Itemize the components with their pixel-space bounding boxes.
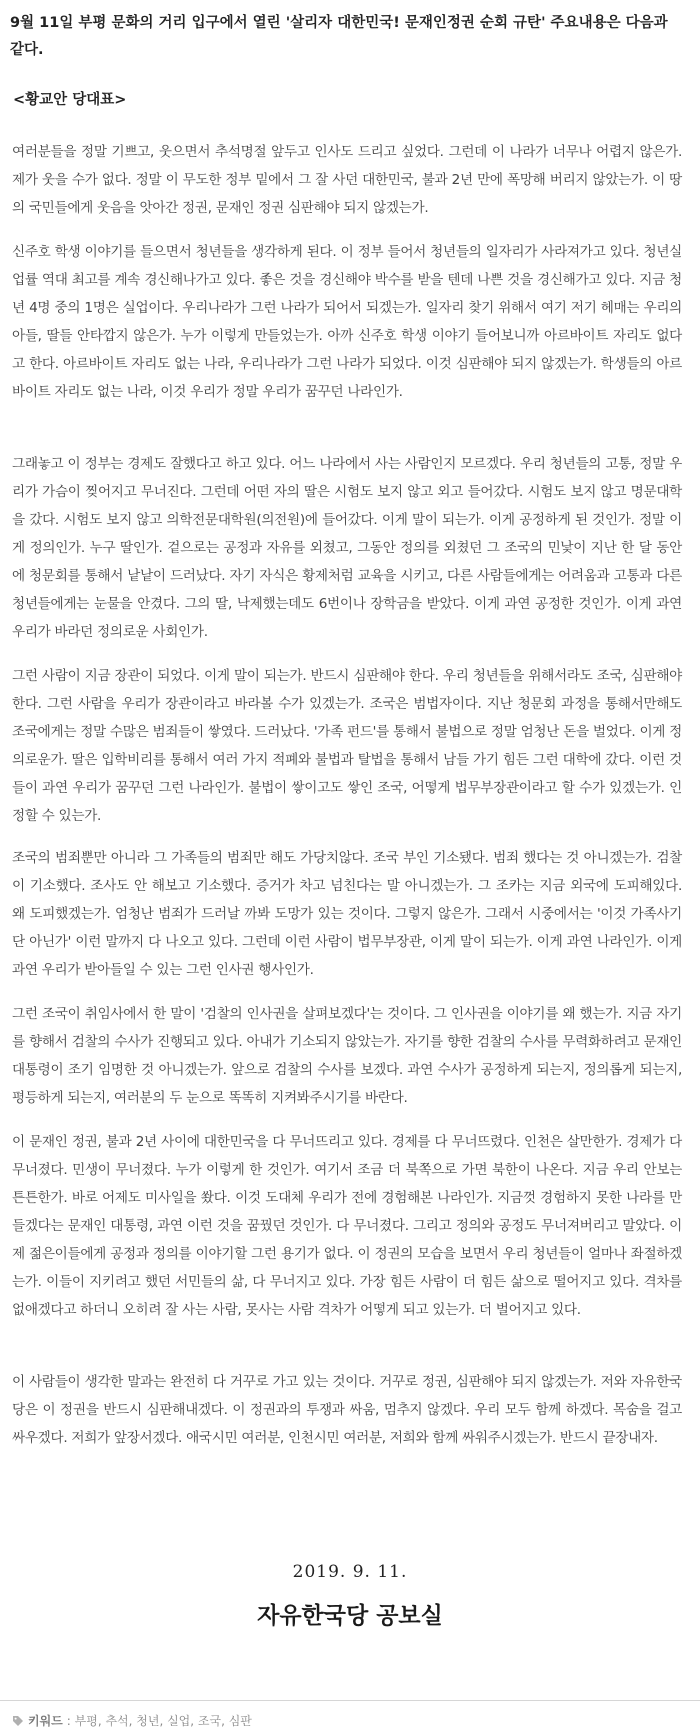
footer-divider [0, 1700, 700, 1701]
speech-paragraph: 이 사람들이 생각한 말과는 완전히 다 거꾸로 가고 있는 것이다. 거꾸로 정권, 심판해야 되지 않겠는가. 저와 자유한국당은 이 정권을 반드시 심판해내겠다. 이 정권과의 투쟁과 싸움, 멈추지 않겠다. 우리 모두 함께 하겠다. 목숨을 걸고 싸우겠다. 저희가 앞장서겠다. 애국시민 여러분, 인천시민 여러분, 저희와 함께 싸워주시겠는가. 반드시 끝장내자. [12, 1374, 682, 1446]
issuer-name: 자유한국당 공보실 [257, 1603, 443, 1629]
speech-paragraph: 그런 사람이 지금 장관이 되었다. 이게 말이 되는가. 반드시 심판해야 한다. 우리 청년들을 위해서라도 조국, 심판해야 한다. 그런 사람을 우리가 장관이라고 바라볼 수가 있겠는가. 조국은 범법자이다. 지난 청문회 과정을 통해서만해도 조국에게는 정말 수많은 범죄들이 쌓였다. 드러났다. '가족 펀드'를 통해서 불법으로 정말 엄청난 돈을 벌었다. 이게 정의로운가. 딸은 입학비리를 통해서 여러 가지 적폐와 불법과 탈법을 통해서 남들 가기 힘든 그런 대학에 갔다. 이런 것들이 과연 우리가 꿈꾸던 그런 나라인가. 불법이 쌓이고도 쌓인 조국, 어떻게 법무부장관이라고 할 수가 있겠는가. 인정할 수 있는가. [12, 668, 682, 824]
speech-paragraph: 그런 조국이 취임사에서 한 말이 '검찰의 인사권을 살펴보겠다'는 것이다. 그 인사권을 이야기를 왜 했는가. 지금 자기를 향해서 검찰의 수사가 진행되고 있다. 아내가 기소되지 않았는가. 자기를 향한 검찰의 수사를 무력화하려고 문재인 대통령이 조기 임명한 것 아니겠는가. 앞으로 검찰의 수사를 보겠다. 과연 수사가 공정하게 되는지, 정의롭게 되는지, 평등하게 되는지, 여러분의 두 눈으로 똑똑히 지켜봐주시기를 바란다. [12, 1006, 682, 1106]
speech-paragraph: 이 문재인 정권, 불과 2년 사이에 대한민국을 다 무너뜨리고 있다. 경제를 다 무너뜨렸다. 인천은 살만한가. 경제가 다 무너졌다. 민생이 무너졌다. 누가 이렇게 한 것인가. 여기서 조금 더 북쪽으로 가면 북한이 나온다. 지금 우리 안보는 튼튼한가. 바로 어제도 미사일을 쐈다. 이것 도대체 우리가 전에 경험해본 나라인가. 지금껏 경험하지 못한 나라를 만들겠다는 문재인 대통령, 과연 이런 것을 꿈꿨던 것인가. 다 무너졌다. 그리고 정의와 공정도 무너져버리고 말았다. 이제 젊은이들에게 공정과 정의를 이야기할 그런 용기가 없다. 이 정권의 모습을 보면서 우리 청년들이 얼마나 좌절하겠는가. 이들이 지키려고 했던 서민들의 삶, 다 무너지고 있다. 가장 힘든 사람이 더 힘든 삶으로 떨어지고 있다. 격차를 없애겠다고 하더니 오히려 잘 사는 사람, 못사는 사람 격차가 어떻게 되고 있는가. 더 벌어지고 있다. [12, 1134, 682, 1318]
speech-paragraph: 여러분들을 정말 기쁘고, 웃으면서 추석명절 앞두고 인사도 드리고 싶었다. 그런데 이 나라가 너무나 어렵지 않은가. 제가 웃을 수가 없다. 정말 이 무도한 정부 밑에서 그 잘 사던 대한민국, 불과 2년 만에 폭망해 버리지 않았는가. 이 땅의 국민들에게 웃음을 앗아간 정권, 문재인 정권 심판해야 되지 않겠는가. [12, 144, 682, 216]
tag-icon [12, 1715, 24, 1727]
speech-paragraph: 조국의 범죄뿐만 아니라 그 가족들의 범죄만 해도 가당치않다. 조국 부인 기소됐다. 범죄 했다는 것 아니겠는가. 검찰이 기소했다. 조사도 안 해보고 기소했다. 증거가 차고 넘친다는 말 아니겠는가. 그 조카는 지금 외국에 도피해있다. 왜 도피했겠는가. 엄청난 범죄가 드러날 까봐 도망가 있는 것이다. 그렇지 않은가. 그래서 시중에서는 '이것 가족사기단 아닌가' 이런 말까지 다 나오고 있다. 그런데 이런 사람이 법무부장관, 이게 말이 되는가. 이게 과연 나라인가. 이게 과연 우리가 받아들일 수 있는 그런 인사권 행사인가. [12, 850, 682, 978]
speech-paragraph: 신주호 학생 이야기를 들으면서 청년들을 생각하게 된다. 이 정부 들어서 청년들의 일자리가 사라져가고 있다. 청년실업률 역대 최고를 계속 경신해나가고 있다. 좋은 것을 경신해야 박수를 받을 텐데 나쁜 것을 경신해가고 있다. 지금 청년 4명 중의 1명은 실업이다. 우리나라가 그런 나라가 되어서 되겠는가. 일자리 찾기 위해서 여기 저기 헤매는 우리의 아들, 딸들 안타깝지 않은가. 누가 이렇게 만들었는가. 아까 신주호 학생 이야기 들어보니까 아르바이트 자리도 없다고 한다. 아르바이트 자리도 없는 나라, 우리나라가 그런 나라가 되었다. 이것 심판해야 되지 않겠는가. 학생들의 아르바이트 자리도 없는 나라, 이것 우리가 정말 우리가 꿈꾸던 나라인가. [12, 244, 682, 400]
speaker-heading: <황교안 당대표> [13, 92, 127, 108]
speech-paragraph: 그래놓고 이 정부는 경제도 잘했다고 하고 있다. 어느 나라에서 사는 사람인지 모르겠다. 우리 청년들의 고통, 정말 우리가 가슴이 찢어지고 무너진다. 그런데 어떤 자의 딸은 시험도 보지 않고 외고 들어갔다. 시험도 보지 않고 명문대학을 갔다. 시험도 보지 않고 의학전문대학원(의전원)에 들어갔다. 이게 말이 되는가. 이게 공정하게 된 것인가. 정말 이게 정의인가. 누구 딸인가. 겉으로는 공정과 자유를 외쳤고, 그동안 정의를 외쳤던 그 조국의 민낯이 지난 한 달 동안에 청문회를 통해서 낱낱이 드러났다. 자기 자식은 황제처럼 교육을 시키고, 다른 사람들에게는 어려움과 고통과 다른 청년들에게는 눈물을 안겼다. 그의 딸, 낙제했는데도 6번이나 장학금을 받았다. 이게 과연 공정한 것인가. 이게 과연 우리가 바라던 정의로운 사회인가. [12, 456, 682, 640]
keywords-row [12, 1712, 252, 1729]
intro-text: 9월 11일 부평 문화의 거리 입구에서 열린 '살리자 대한민국! 문재인정권 순회 규탄' 주요내용은 다음과 같다. [10, 15, 668, 58]
release-date: 2019. 9. 11. [292, 1562, 408, 1582]
keywords-values: : 부평, 추석, 청년, 실업, 조국, 심판 [66, 1714, 252, 1728]
keywords-label: 키워드 [28, 1714, 63, 1728]
